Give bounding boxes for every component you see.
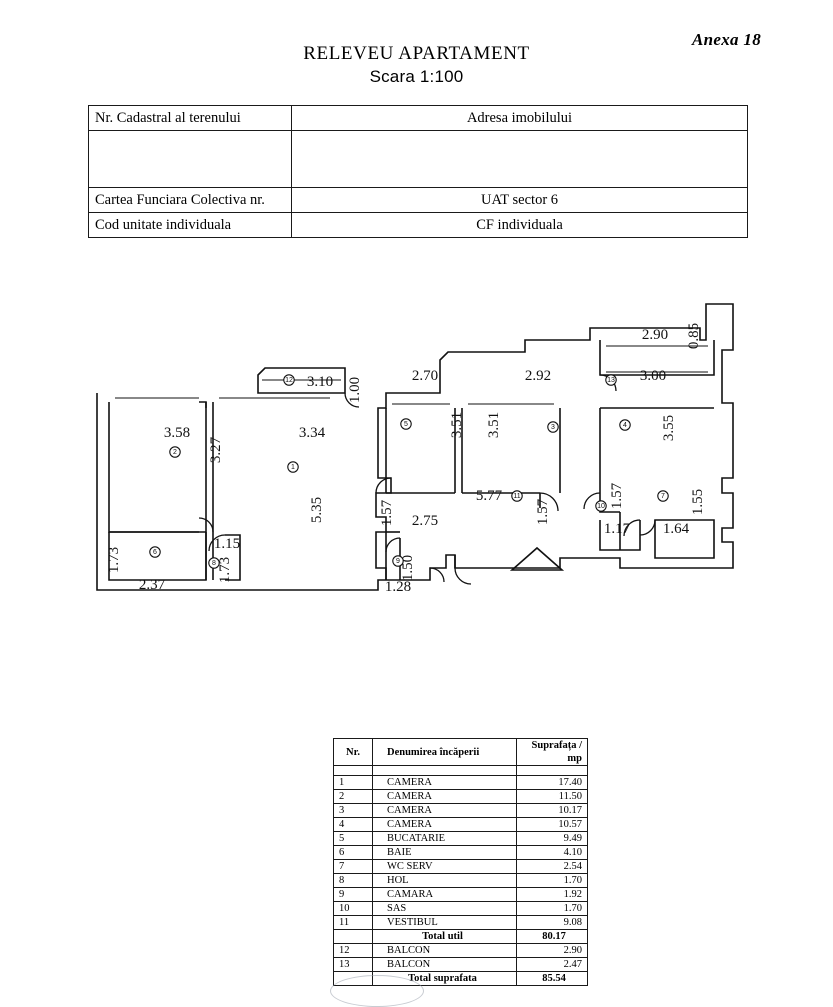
row-name: CAMERA [373,790,517,804]
room-marker-7-label: 7 [661,493,665,500]
dim-room6-width: 2.37 [138,577,166,593]
row-nr: 1 [334,776,373,790]
row-name: HOL [373,874,517,888]
room-marker-8-label: 8 [212,560,216,567]
dim-room8-depth: 1.73 [217,556,233,584]
table-row [334,874,588,888]
total-util-label: Total util [373,930,517,944]
row-area: 9.49 [517,832,588,846]
dim-room5-depth: 3.51 [449,411,465,439]
dim-room6-depth: 1.73 [106,546,122,574]
row-nr: 7 [334,860,373,874]
row-nr: 8 [334,874,373,888]
room-marker-10-label: 10 [597,503,605,510]
table-row [334,958,588,972]
dim-room1-width: 3.34 [298,425,326,441]
dim-room4-width: 3.00 [639,368,667,384]
row-name: BALCON [373,944,517,958]
row-nr: 3 [334,804,373,818]
table-row [334,944,588,958]
row-nr: 12 [334,944,373,958]
room-marker-13-label: 13 [607,377,615,384]
dim-room8-width: 1.15 [213,536,241,552]
table-row [334,818,588,832]
table-row [334,776,588,790]
room-marker-3-label: 3 [551,424,555,431]
row-area: 17.40 [517,776,588,790]
room-marker-9-label: 9 [396,558,400,565]
row-name: CAMARA [373,888,517,902]
dim-vestibul-length: 5.77 [475,488,503,504]
row-nr: 10 [334,902,373,916]
room-marker-4-label: 4 [623,422,627,429]
dim-room5-width: 2.70 [411,368,439,384]
apartment-floor-plan [0,280,833,630]
scale-label: Scara 1:100 [369,67,464,86]
dim-room3-depth: 3.51 [486,411,502,439]
dim-room9-width: 1.28 [384,579,412,595]
table-row [334,804,588,818]
row-name: CAMERA [373,776,517,790]
cf-individual-value: CF individuala [292,213,748,238]
room-marker-6-label: 6 [153,549,157,556]
row-name: BUCATARIE [373,832,517,846]
dim-balcony13-depth: 0.85 [686,322,702,350]
row-name: SAS [373,902,517,916]
dim-vestibul-width: 2.75 [411,513,439,529]
row-nr: 2 [334,790,373,804]
dim-room10-depth: 1.57 [609,482,625,510]
row-area: 11.50 [517,790,588,804]
row-nr: 11 [334,916,373,930]
dim-hall-left-depth: 1.57 [379,499,395,527]
dim-room2-width: 3.58 [163,425,191,441]
dim-balcony13-width: 2.90 [641,327,669,343]
table-row [334,916,588,930]
collective-land-book-label: Cartea Funciara Colectiva nr. [89,188,292,213]
col-header-nr: Nr. [334,739,373,766]
unit-code-label: Cod unitate individuala [89,213,292,238]
row-name: WC SERV [373,860,517,874]
row-area: 1.92 [517,888,588,902]
total-util-row [334,930,588,944]
row-name: CAMERA [373,804,517,818]
row-nr: 13 [334,958,373,972]
row-area: 10.57 [517,818,588,832]
row-nr: 5 [334,832,373,846]
table-row [334,888,588,902]
total-area-row [334,972,588,986]
dim-room3-width: 2.92 [524,368,552,384]
row-nr: 6 [334,846,373,860]
address-value[interactable] [292,131,748,188]
dim-balcony12-width: 3.10 [306,374,334,390]
total-area-label: Total suprafata [373,972,517,986]
property-info-table [88,105,748,238]
dim-room10-width: 1.17 [603,521,631,537]
row-area: 4.10 [517,846,588,860]
dim-room9-depth: 1.50 [400,554,416,582]
dim-room4-depth: 3.55 [661,414,677,442]
row-name: BAIE [373,846,517,860]
room-marker-5-label: 5 [404,421,408,428]
table-row [334,790,588,804]
row-name: CAMERA [373,818,517,832]
uat-value: UAT sector 6 [292,188,748,213]
row-area: 2.90 [517,944,588,958]
total-area-value: 85.54 [517,972,588,986]
room-marker-1-label: 1 [291,464,295,471]
room-marker-12-label: 12 [285,377,293,384]
row-name: BALCON [373,958,517,972]
row-area: 10.17 [517,804,588,818]
row-area: 1.70 [517,902,588,916]
room-marker-2-label: 2 [173,449,177,456]
row-area: 9.08 [517,916,588,930]
table-row [334,860,588,874]
dim-room7-width: 1.64 [662,521,690,537]
page-title: RELEVEU APARTAMENT [303,43,530,64]
dim-room7-depth: 1.55 [690,488,706,516]
col-header-area: Suprafața / mp [517,739,588,766]
row-area: 2.54 [517,860,588,874]
row-name: VESTIBUL [373,916,517,930]
dim-hall-right-depth: 1.57 [535,498,551,526]
address-label: Adresa imobilului [292,106,748,131]
dim-room2-depth: 3.27 [208,436,224,464]
row-area: 1.70 [517,874,588,888]
cadastral-number-label: Nr. Cadastral al terenului [89,106,292,131]
table-row [334,832,588,846]
table-row [334,846,588,860]
cadastral-number-value[interactable] [89,131,292,188]
dim-room1-depth: 5.35 [309,496,325,524]
room-marker-11-label: 11 [513,493,521,500]
row-nr: 9 [334,888,373,902]
row-area: 2.47 [517,958,588,972]
table-row [334,902,588,916]
room-schedule-table [333,738,588,986]
annex-label: Anexa 18 [692,30,761,49]
entrance-marker [512,548,562,570]
col-header-name: Denumirea încăperii [373,739,517,766]
total-util-area: 80.17 [517,930,588,944]
row-nr: 4 [334,818,373,832]
dim-balcony12-depth: 1.00 [347,376,363,404]
